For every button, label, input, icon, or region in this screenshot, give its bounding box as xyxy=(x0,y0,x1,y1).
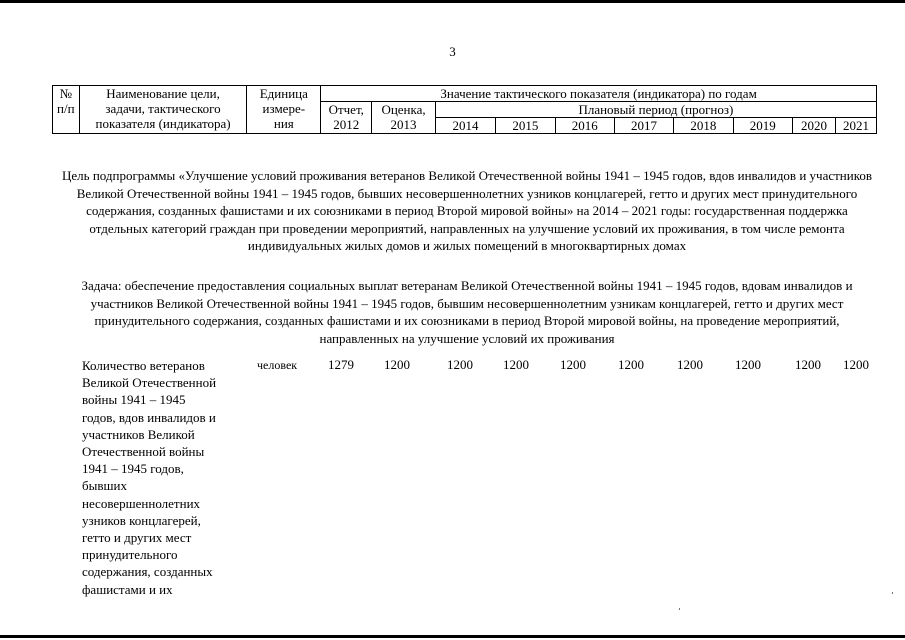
header-year-2020: 2020 xyxy=(792,118,835,134)
value-2020: 1200 xyxy=(795,357,821,372)
top-border-rule xyxy=(0,0,905,3)
header-col-unit: Единица измере- ния xyxy=(247,86,321,134)
indicator-unit: человек xyxy=(257,358,298,372)
indicator-name-line: участников Великой xyxy=(82,426,195,442)
value-2014: 1200 xyxy=(447,357,473,372)
header-plan-period: Плановый период (прогноз) xyxy=(435,102,876,118)
indicator-name-line: войны 1941 – 1945 xyxy=(82,392,186,408)
indicator-name-line: узников концлагерей, xyxy=(82,512,201,528)
header-report-2012: Отчет, 2012 xyxy=(321,102,372,134)
value-2016: 1200 xyxy=(560,357,586,372)
page-number: 3 xyxy=(449,44,456,59)
scan-speck xyxy=(892,592,893,594)
value-2012: 1279 xyxy=(328,357,354,372)
value-2015: 1200 xyxy=(503,357,529,372)
value-2021: 1200 xyxy=(843,357,869,372)
indicator-name-line: Великой Отечественной xyxy=(82,375,217,391)
header-year-2019: 2019 xyxy=(733,118,792,134)
value-2019: 1200 xyxy=(735,357,761,372)
scan-speck xyxy=(679,608,680,610)
indicator-name-line: несовершеннолетних xyxy=(82,495,201,511)
value-2013: 1200 xyxy=(384,357,410,372)
indicator-name-line: содержания, созданных xyxy=(82,564,213,580)
indicator-name-line: годов, вдов инвалидов и xyxy=(82,409,216,425)
bottom-border-rule xyxy=(0,635,905,638)
value-2018: 1200 xyxy=(677,357,703,372)
indicator-name xyxy=(82,357,242,598)
header-year-2018: 2018 xyxy=(674,118,733,134)
header-col-number: № п/п xyxy=(53,86,80,134)
header-year-2021: 2021 xyxy=(835,118,876,134)
subprogram-task-text: Задача: обеспечение предоставления социальных выплат ветеранам Великой Отечественной войны 1941 – 1945 годов, вдовам инвалидов и участников Великой Отечественной войны 1941 – 1945 годов, бывшим несовершеннолетним узникам концлагерей, гетто и других мест принудительного содержания, созданных фашистами и их союзниками в период Второй мировой войны, на проведение мероприятий, направленных на улучшение условий их проживания xyxy=(81,278,853,346)
header-estimate-2013: Оценка, 2013 xyxy=(372,102,435,134)
header-year-2016: 2016 xyxy=(555,118,614,134)
indicator-name-line: фашистами и их xyxy=(82,581,173,597)
indicator-header-table xyxy=(52,85,877,134)
header-year-2014: 2014 xyxy=(435,118,495,134)
indicator-name-line: 1941 – 1945 годов, xyxy=(82,461,184,477)
header-year-2015: 2015 xyxy=(496,118,555,134)
indicator-name-line: бывших xyxy=(82,478,127,494)
indicator-name-line: Отечественной войны xyxy=(82,444,205,460)
header-values-title: Значение тактического показателя (индикатора) по годам xyxy=(321,86,877,102)
value-2017: 1200 xyxy=(618,357,644,372)
subprogram-goal-text: Цель подпрограммы «Улучшение условий проживания ветеранов Великой Отечественной войны 1941 – 1945 годов, вдов инвалидов и участников Великой Отечественной войны 1941 – 1945 годов, бывших несовершеннолетних узников концлагерей, гетто и других мест принудительного содержания, созданных фашистами и их союзниками в период Второй мировой войны» на 2014 – 2021 годы: государственная поддержка отдельных категорий граждан при проведении мероприятий, направленных на улучшение условий их проживания, в том числе ремонта индивидуальных жилых домов и жилых помещений в многоквартирных домах xyxy=(62,168,872,254)
header-year-2017: 2017 xyxy=(614,118,673,134)
indicator-name-line: гетто и других мест xyxy=(82,530,192,546)
indicator-name-line: принудительного xyxy=(82,547,178,563)
header-col-name: Наименование цели, задачи, тактического показателя (индикатора) xyxy=(79,86,247,134)
indicator-name-line: Количество ветеранов xyxy=(82,358,205,373)
